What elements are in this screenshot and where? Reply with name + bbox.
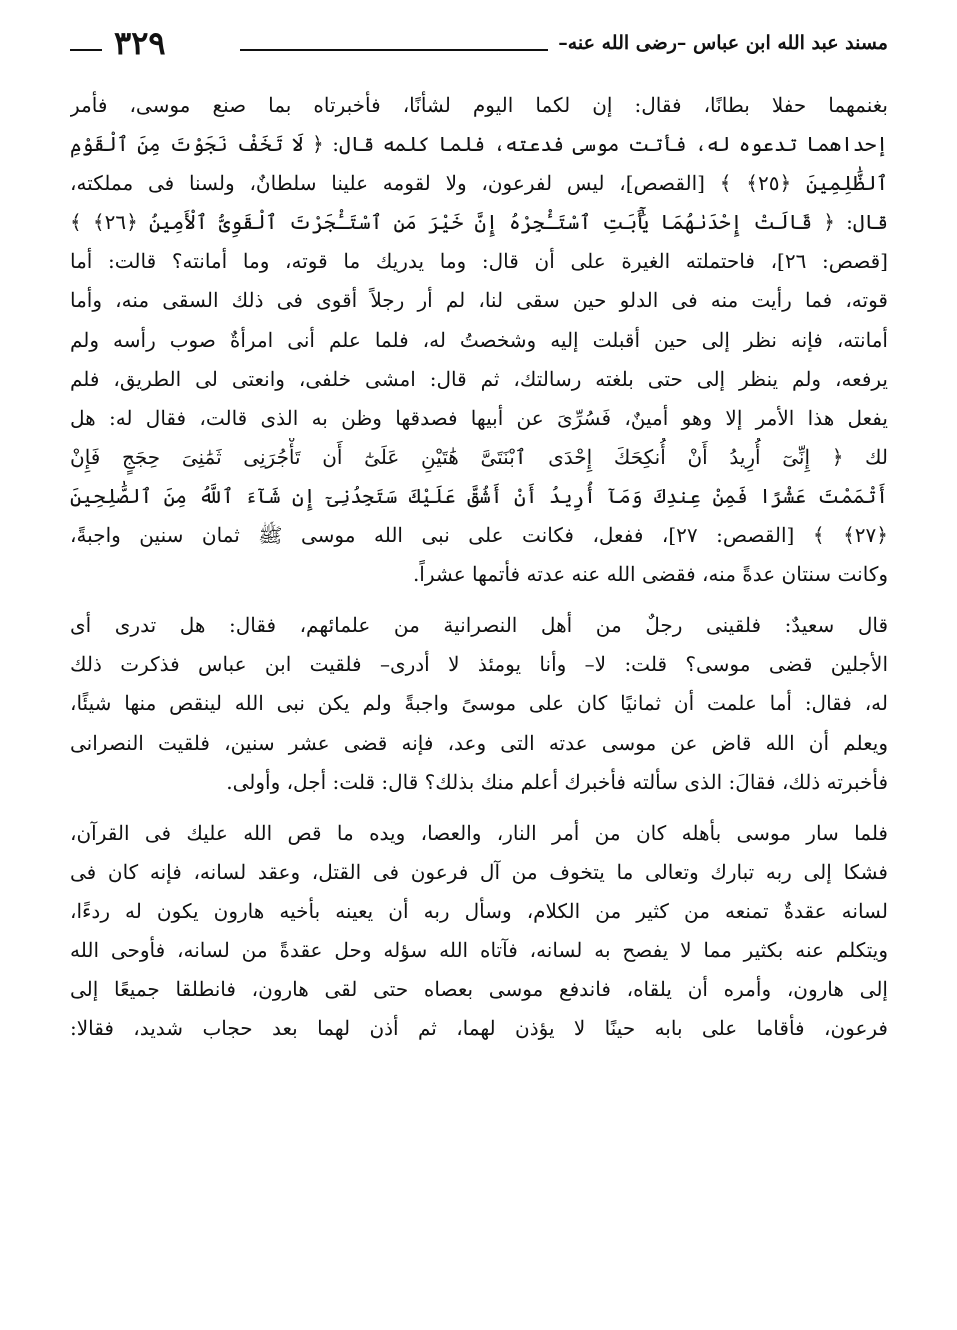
page-number: ٣٢٩ <box>114 24 166 62</box>
paragraph-gap <box>70 594 888 606</box>
text-line: ويتكلم عنه بكثير مما لا يفصح به لسانه، فآتاه الله سؤله وحل عقدةً من لسانه، فأوحى الله <box>70 937 888 962</box>
text-line: ويعلم أن الله قاض عن موسى عدته التى وعد، فإنه قضى عشر سنين، فلقيت النصرانى <box>70 730 888 755</box>
text-line: الأجلين قضى موسى؟ قلت: لا– وأنا يومئذ لا أدرى– فلقيت ابن عباس فذكرت ذلك <box>70 652 888 677</box>
text-line: إحداهما تدعوه له، فأتت موسى فدعته، فلما كلمه قال: ﴿ لَا تَخَفْ نَجَوْتَ مِنَ ٱلْقَوْمِ <box>70 132 888 157</box>
text-line: أَتْمَمْتَ عَشْرًا فَمِنْ عِندِكَ وَمَآ أُرِيدُ أَنْ أَشُقَّ عَلَيْكَ سَتَجِدُنِىٓ إِن شَآءَ ٱللَّهُ مِنَ ٱلصَّٰلِحِينَ <box>70 483 888 508</box>
text-line: يفعل هذا الأمر إلا وهو أمينٌ، فَسُرِّىَ عن أبيها فصدقها وظن به الذى قالت، فقال له: هل <box>70 405 888 430</box>
text-line: قوته، فما رأيت منه فى الدلو حين سقى لنا، لم أر رجلاً أقوى فى ذلك السقى منه، وأما <box>70 288 888 313</box>
text-line: له، فقال: أما علمت أن ثمانيًا كان على موسىً واجبةً ولم يكن نبى الله لينقص منها شيئًا، <box>70 691 888 716</box>
text-line: يرفعه، ولم ينظر إلى حتى بلغته رسالتك، ثم قال: امشى خلفى، وانعتى لى الطريق، فلم <box>70 366 888 391</box>
text-line: ٱلظَّٰلِمِينَ ﴿٢٥﴾ ﴾ [القصص]، ليس لفرعون، ولا لقومه علينا سلطانٌ، ولسنا فى مملكته، <box>70 171 888 196</box>
text-line: بغنمهما حفلا بطانًا، فقال: إن لكما اليوم لشأنًا، فأخبرتاه بما صنع موسى، فأمر <box>70 93 888 117</box>
text-line: فرعون، فأقاما على بابه حينًا لا يؤذن لهما، ثم أذن لهما بعد حجاب شديد، فقالا: <box>70 1016 888 1041</box>
text-line: أمانته، فإنه نظر إلى حين أقبلت إليه وشخصتُ له، فلما علم أنى امرأةٌ صوب رأسه ولم <box>70 327 888 352</box>
header-rule <box>240 49 548 51</box>
text-line: قال: ﴿ قَالَتْ إِحْدَىٰهُمَا يَٰٓأَبَتِ ٱسْتَـْٔجِرْهُ إِنَّ خَيْرَ مَنِ ٱسْتَـْٔجَرْتَ ٱلْقَوِىُّ ٱلْأَمِينُ ﴿٢٦﴾ ﴾ <box>70 210 888 235</box>
paragraph-2 <box>70 606 888 801</box>
text-line: لسانه عقدةٌ تمنعه من كثير من الكلام، وسأل ربه أن يعينه بأخيه هارون يكون له ردءًا، <box>70 898 888 923</box>
text-line: فشكا إلى ربه تبارك وتعالى ما يتخوف من آل فرعون فى القتل، وعقد لسانه، فإنه كان فى <box>70 859 888 884</box>
text-line: فأخبرته ذلك، فقالَ: الذى سألته فأخبرك أعلم منك بذلك؟ قال: قلت: أجل، وأولى. <box>226 769 888 794</box>
page-header <box>70 22 888 62</box>
text-line: إلى هارون، وأمره أن يلقاه، فاندفع موسى بعصاه حتى لقى هارون، فانطلقا جميعًا إلى <box>70 977 888 1002</box>
running-title: مسند عبد الله ابن عباس –رضى الله عنه– <box>558 32 888 54</box>
page-body <box>70 86 888 1048</box>
header-rule-left <box>70 49 102 51</box>
paragraph-gap <box>70 802 888 814</box>
text-line: وكانت سنتان عدةً منه، فقضى الله عنه عدته فأتمها عشراً. <box>412 562 888 587</box>
text-line: لك ﴿ إِنِّىٓ أُرِيدُ أَنْ أُنكِحَكَ إِحْدَى ٱبْنَتَىَّ هَٰتَيْنِ عَلَىٰٓ أَن تَأْجُرَنِى ثَمَٰنِىَ حِجَجٍ فَإِنْ <box>70 444 888 469</box>
paragraph-3 <box>70 814 888 1049</box>
text-line: [قصص: ٢٦]، فاحتملته الغيرة على أن قال: وما يدريك ما قوته، وما أمانته؟ قالت: أما <box>70 249 888 274</box>
paragraph-1 <box>70 86 888 594</box>
text-line: ﴿٢٧﴾ ﴾ [القصص: ٢٧]، ففعل، فكانت على نبى الله موسى ﷺ ثمان سنين واجبةً، <box>70 523 888 548</box>
text-line: قال سعيدٌ: فلقينى رجلٌ من أهل النصرانية من علمائهم، فقال: هل تدرى أى <box>70 613 888 638</box>
text-line: فلما سار موسى بأهله كان من أمر النار، والعصا، ويده ما قص الله عليك فى القرآن، <box>70 820 888 845</box>
